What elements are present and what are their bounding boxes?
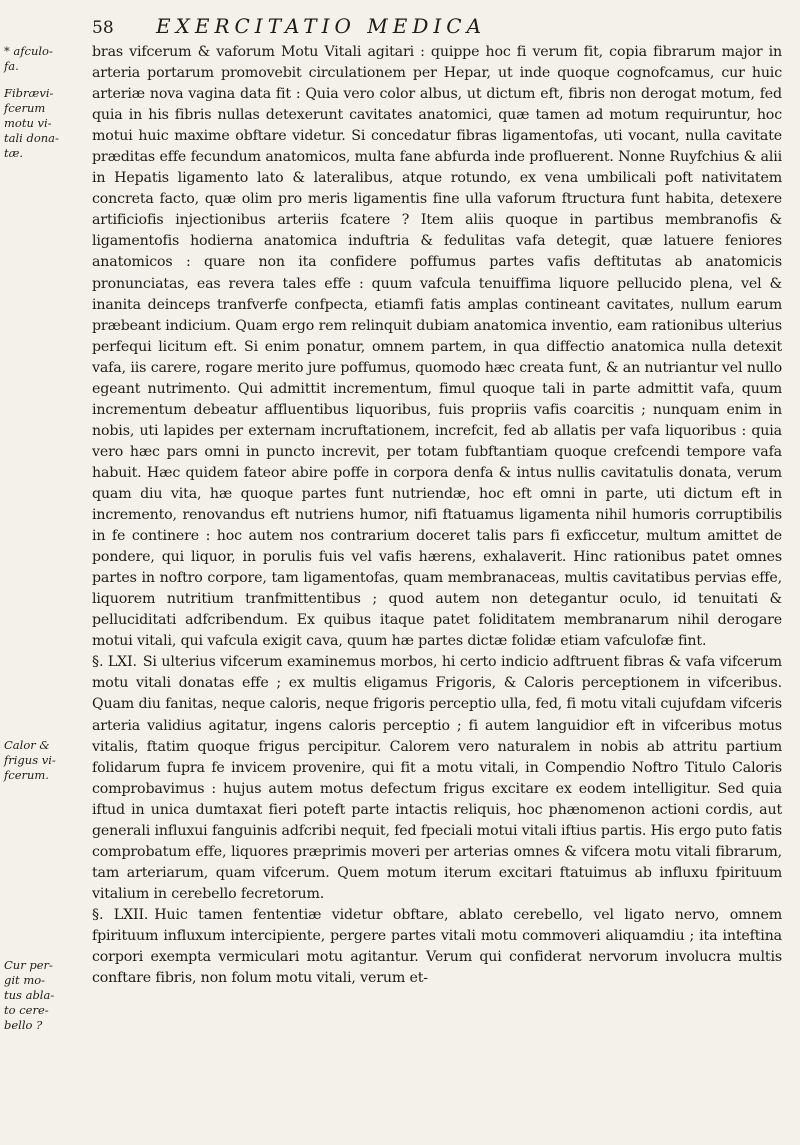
- margin-note-cur-pergit: Cur per- git mo- tus abla- to cere- bello ?: [4, 958, 55, 1032]
- paragraph-continuation: [92, 42, 782, 652]
- page-number: 58: [92, 18, 114, 38]
- margin-note-fibrae: Fibrævi- fcerum motu vi- tali dona- tæ.: [4, 86, 59, 160]
- running-head: EXERCITATIO MEDICA: [156, 14, 487, 38]
- margin-note-calor: Calor & frigus vi- fcerum.: [4, 738, 56, 782]
- margin-notes: [4, 0, 88, 1145]
- paragraph-section-61: [92, 652, 782, 905]
- page-header: [92, 14, 782, 40]
- paragraph-text: bras vifcerum & vaforum Motu Vitali agitari : quippe hoc fi verum fit, copia fibrarum major in arteria portarum promovebit circulationem per Hepar, ut inde quoque cognofcamus, cur huic arteriæ nova vagina data fit : Quia vero color albus, ut dictum eft, fibris non derogat motum, fed quia in his fibris nullas detexerunt cavitates anatomici, quæ tamen ad motum requiruntur, hoc motui huic maxime obftare videtur. Si concedatur fibras ligamentofas, uti vocant, nulla cavitate præditas effe fecundum anatomicos, multa fane abfurda inde profluerent. Nonne Ruyfchius & alii in Hepatis ligamento lato & lateralibus, atque rotundo, ex vena umbilicali poft nativitatem concreta facto, quæ olim pro meris ligamentis fine ulla vaforum ftructura funt habita, detexere artificiofis injectionibus arteriis fcatere ? Item aliis quoque in partibus membranofis & ligamentofis hodierna anatomica induftria & fedulitas vafa detegit, quæ latuere feniores anatomicos : quare non ita confidere poffumus partes vafis deftitutas ab anatomicis pronunciatas, eas revera tales effe : quum vafcula tenuiffima liquore pellucido plena, vel & inanita deinceps tranfverfe confpecta, etiamfi fatis amplas contineant cavitates, nullum earum præbeant indicium. Quam ergo rem relinquit dubiam anatomica inventio, eam rationibus ulterius perfequi licitum eft. Si enim ponatur, omnem partem, in qua diffectio anatomica nulla detexit vafa, iis carere, rogare merito jure poffumus, quomodo hæc creata funt, & an nutriantur vel nullo egeant nutrimento. Qui admittit incrementum, fimul quoque tali in parte admittit vafa, quum incrementum debeatur affluentibus liquoribus, fuis propriis vafis coarcitis ; nunquam enim in nobis, uti lapides per externam incruftationem, increfcit, fed ab allatis per vafa liquoribus : quia vero hæc pars omni in puncto increvit, per totam fubftantiam quoque crefcendi tempore vafa habuit. Hæc quidem fateor abire poffe in corpora denfa & intus nullis cavitatulis donata, verum quam diu vita, hæ quoque partes funt nutriendæ, hoc eft omni in parte, uti dictum eft in incremento, renovandus eft nutriens humor, nifi ftatuamus ligamenta nihil humoris corruptibilis in fe continere : hoc autem nos contrarium doceret talis pars fi exficcetur, multum amittet de pondere, qui liquor, in porulis fuis vel vafis hærens, exhalaverit. Hinc rationibus patet omnes partes in noftro corpore, tam ligamentofas, quam membranaceas, multis cavitatibus pervias effe, liquorem nutritium tranfmittentibus ; quod autem non detegantur oculo, id tenuitati & pelluciditati adfcribendum. Ex quibus itaque patet foliditatem membranarum nihil derogare motui vitali, qui vafcula exigit cava, quum hæ partes dictæ folidæ etiam vafculofæ fint.: [92, 44, 782, 650]
- paragraph-text: Huic tamen fententiæ videtur obftare, ablato cerebello, vel ligato nervo, omnem fpirituum influxum intercipiente, pergere partes vitali motu commoveri aliquamdiu ; ita inteftina corpori exempta vermiculari motu agitantur. Verum qui confiderat nervorum involucra multis conftare fibris, non folum motu vitali, verum et-: [92, 906, 783, 987]
- margin-note-asculo: * afculo- fa.: [4, 44, 53, 73]
- main-text: [92, 42, 782, 989]
- section-number: §. LXII.: [92, 906, 149, 923]
- paragraph-text: Si ulterius vifcerum examinemus morbos, hi certo indicio adftruent fibras & vafa vifcerum motu vitali donatas effe ; ex multis eligamus Frigoris, & Caloris perceptionem in vifceribus. Quam diu fanitas, neque caloris, neque frigoris perceptio ulla, fed, fi motu vitali cujufdam vifceris arteria validius agitatur, ingens caloris perceptio ; fi autem languidior eft in vifceribus motus vitalis, ftatim quoque frigus percipitur. Calorem vero naturalem in nobis ab attritu partium folidarum fupra fe invicem provenire, qui fit a motu vitali, in Compendio Noftro Titulo Caloris comprobavimus : hujus autem motus defectum frigus excitare ex eodem intelligitur. Sed quia iftud in unica dumtaxat fieri poteft parte intactis reliquis, hoc phænomenon actioni cordis, aut generali influxui fanguinis adfcribi nequit, fed fpeciali motui vitali iftius partis. His ergo puto fatis comprobatum effe, liquores præprimis moveri per arterias omnes & vifcera motu vitali fibrarum, tam arteriarum, quam vifcerum. Quem motum iterum excitari ftatuimus ab influxu fpirituum vitalium in cerebello fecretorum.: [92, 654, 782, 902]
- paragraph-section-62: [92, 905, 782, 989]
- section-number: §. LXI.: [92, 654, 137, 671]
